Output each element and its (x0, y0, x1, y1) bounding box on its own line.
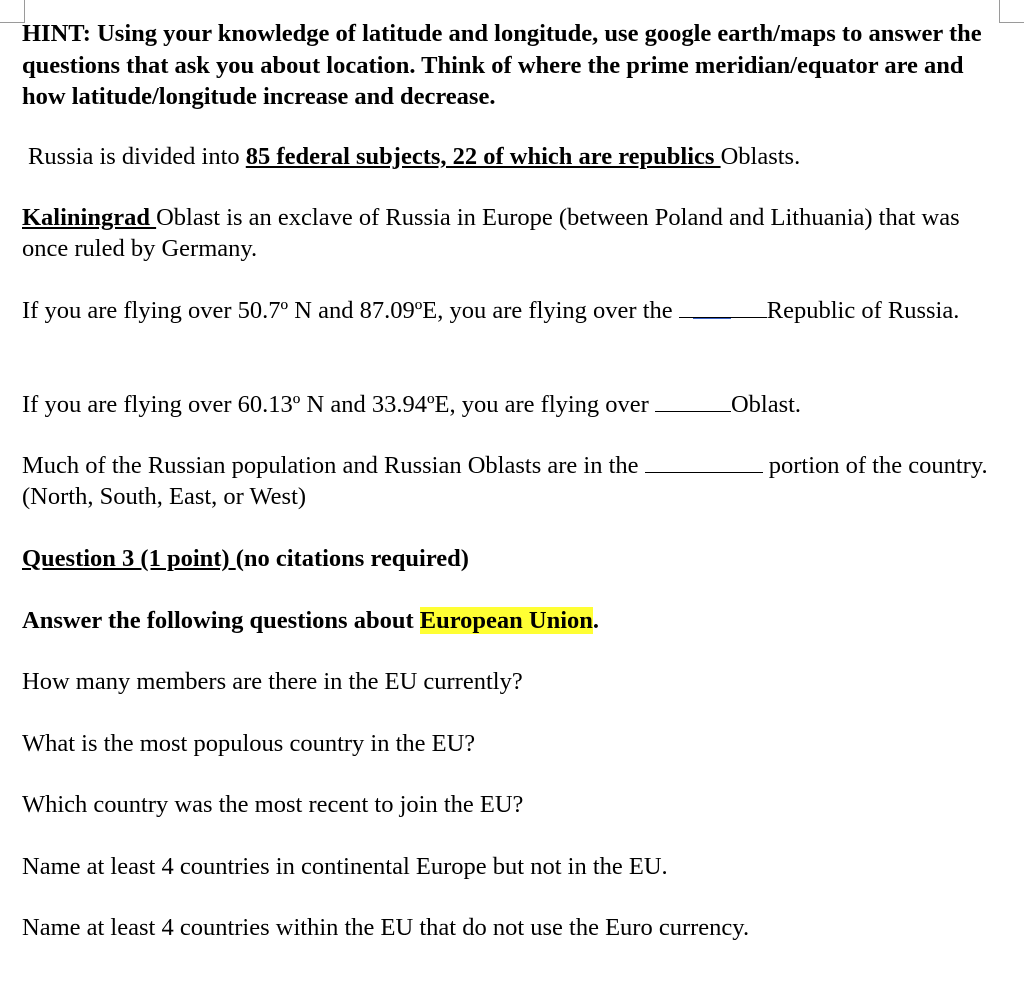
eu-question-recent: Which country was the most recent to join the EU? (22, 791, 524, 818)
russia-prefix: Russia is divided into (28, 143, 246, 170)
russia-subjects-answer: 85 federal subjects, 22 of which are republics (245, 143, 721, 170)
kaliningrad-answer: Kaliningrad (22, 204, 157, 231)
republic-answer-blank[interactable] (679, 297, 767, 318)
eu-intro-suffix: . (592, 607, 600, 634)
russia-suffix: Oblasts. (720, 143, 801, 170)
population-question-suffix: portion of the country. (North, South, East, or West) (22, 452, 988, 510)
question3-note: (no citations required) (235, 545, 469, 572)
russia-subjects-sentence (28, 141, 1008, 172)
republic-question-prefix: If you are flying over 50.7º N and 87.09ºE, you are flying over the (22, 297, 679, 324)
question3-title: Question 3 (1 point) (22, 545, 236, 572)
page-corner-mark-right (999, 0, 1024, 23)
oblast-question (22, 389, 1002, 420)
hint-paragraph: HINT: Using your knowledge of latitude and longitude, use google earth/maps to answer the questions that ask you about location. Think of where the prime meridian/equator are and how latitude/longitude increase and decrease. (22, 20, 982, 110)
population-question (22, 450, 1002, 512)
oblast-question-prefix: If you are flying over 60.13º N and 33.94ºE, you are flying over (22, 391, 655, 418)
population-question-prefix: Much of the Russian population and Russian Oblasts are in the (22, 452, 645, 479)
eu-intro (22, 605, 1002, 636)
kaliningrad-text: Oblast is an exclave of Russia in Europe (between Poland and Lithuania) that was once ruled by Germany. (22, 204, 960, 262)
eu-question-members: How many members are there in the EU currently? (22, 668, 523, 695)
population-answer-blank[interactable] (645, 452, 763, 473)
eu-question-populous: What is the most populous country in the EU? (22, 730, 476, 757)
oblast-answer-blank[interactable] (655, 391, 731, 412)
eu-intro-prefix: Answer the following questions about (22, 607, 420, 634)
eu-question-non-euro: Name at least 4 countries within the EU that do not use the Euro currency. (22, 914, 750, 941)
kaliningrad-sentence (22, 202, 1002, 264)
eu-question-non-eu: Name at least 4 countries in continental Europe but not in the EU. (22, 853, 668, 880)
republic-question (22, 295, 1002, 326)
republic-question-suffix: Republic of Russia. (766, 297, 960, 324)
question3-heading (22, 543, 1002, 574)
oblast-question-suffix: Oblast. (730, 391, 802, 418)
eu-intro-highlight: European Union (419, 607, 593, 634)
